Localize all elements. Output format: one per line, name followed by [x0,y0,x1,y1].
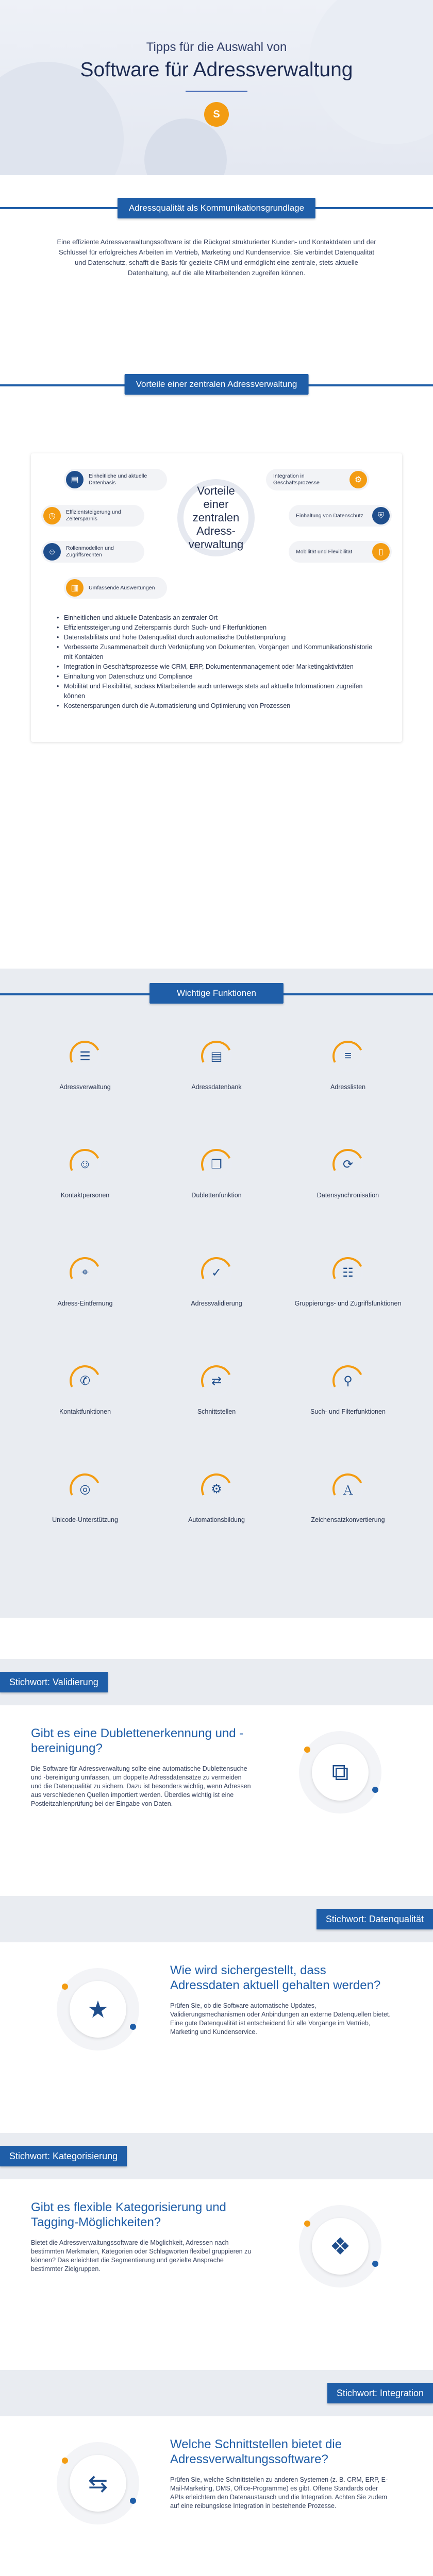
feature-item [31,1252,139,1327]
brand-logo-letter: S [213,108,220,120]
feature-item [294,1468,402,1543]
feature-item [162,1144,271,1218]
advantages-list [57,613,376,711]
globe-icon: ◎ [70,1473,101,1504]
keyword-tag: Stichwort: Validierung [0,1672,108,1692]
advantage-pill: Mobilität und Flexibilität ▯ [289,541,392,563]
advantage-pill: Einhaltung von Datenschutz ⛨ [289,505,392,527]
feature-item [31,1468,139,1543]
feature-label: Automationsbildung [188,1516,245,1523]
keyword-text: Die Software für Adressverwaltung sollte eine automatische Dublettensuche und -bereinigung umfassen, um doppelte Adressdatensätze zu vermeiden und die Datenqualität zu sichern. Dazu ist besonders wichtig, wenn Adressen aus verschiedenen Quellen importiert werden. Überdies wichtig ist eine Postleitzahlenprüfung bei der Eingabe von Daten. [31,1765,251,1807]
feature-item [162,1360,271,1435]
list-item: • Effizientssteigerung und Zeitersparnis durch Such- und Filterfunktionen [57,623,376,633]
feature-label: Adresslisten [330,1083,366,1091]
advantage-pill: Integration in Geschäftsprozesse ⚙ [266,469,369,490]
intro-text: Eine effiziente Adressverwaltungssoftware ist die Rückgrat strukturierter Kunden- und Kontaktdaten und der Schlüssel für erfolgreiches Arbeiten im Vertrieb, Marketing und Kundenservice. Sie verbindet Datenqualität und Datenschutz, schafft die Basis für gezielte CRM und ermöglicht eine zentrale, stets aktuelle Datenhaltung, auf die alle Mitarbeitenden zugreifen können. [57,238,376,277]
advantage-pill: ▤ Einheitliche und aktuelle Datenbasis [64,469,167,490]
keyword-tag: Stichwort: Kategorisierung [0,2146,127,2166]
list-icon: ≡ [332,1041,363,1072]
keyword-tag: Stichwort: Datenqualität [317,1909,433,1929]
text-icon: Ａ [332,1473,363,1504]
group-icon: ☷ [332,1257,363,1288]
list-item: • Einheitlichen und aktuelle Datenbasis an zentraler Ort [57,613,376,623]
feature-item [31,1144,139,1218]
hero-subtitle: Tipps für die Auswahl von [146,40,287,54]
advantages-center: Vorteile einer zentralen Adress-verwaltung [177,479,255,556]
database-icon: ▤ [201,1041,232,1072]
location-icon: ⌖ [70,1257,101,1288]
gear-icon: ⚙ [349,471,367,488]
advantage-pill: ▥ Umfassende Auswertungen [64,577,167,599]
automation-icon: ⚙ [201,1473,232,1504]
chart-icon: ▥ [66,579,84,597]
quality-icon: ★ [57,1968,139,2050]
feature-item [294,1144,402,1218]
feature-label: Adressdatenbank [191,1083,242,1091]
list-item: • Verbesserte Zusammenarbeit durch Verknüpfung von Dokumenten, Vorgängen und Kommunikationshistorie mit Kontakten [57,642,376,662]
link-icon: ⇄ [201,1365,232,1396]
feature-label: Adressvalidierung [191,1300,242,1307]
tag-icon: ❖ [299,2205,381,2287]
contact-icon: ☺ [70,1149,101,1180]
feature-item [162,1036,271,1110]
keyword-question: Gibt es flexible Kategorisierung und Tagging-Möglichkeiten? [31,2200,226,2229]
feature-label: Gruppierungs- und Zugriffsfunktionen [294,1300,402,1307]
mobile-icon: ▯ [372,543,390,561]
advantage-pill: ☺ Rollenmodellen und Zugriffsrechten [41,541,144,563]
search-icon: ⚲ [332,1365,363,1396]
clock-icon: ◷ [43,507,61,524]
keyword-question: Welche Schnittstellen bietet die Adressverwaltungssoftware? [170,2437,342,2466]
shield-icon: ⛨ [372,507,390,524]
feature-item [31,1360,139,1435]
section-banner: Vorteile einer zentralen Adressverwaltung [125,374,309,395]
feature-label: Kontaktpersonen [60,1192,110,1199]
feature-label: Unicode-Unterstützung [52,1516,118,1523]
sync-icon: ⟳ [332,1149,363,1180]
database-icon: ▤ [66,471,84,488]
keyword-question: Gibt es eine Dublettenerkennung und -bereinigung? [31,1726,244,1755]
keyword-text: Bietet die Adressverwaltungssoftware die Möglichkeit, Adressen nach bestimmten Merkmalen, Kategorien oder Schlagworten flexibel gruppieren zu können? Das erleichtert die Segmentierung und gezielte Ansprache bestimmter Zielgruppen. [31,2239,252,2273]
feature-item [162,1252,271,1327]
keyword-text: Prüfen Sie, ob die Software automatische Updates, Validierungsmechanismen oder Anbindungen an externe Datenquellen bietet. Eine gute Datenqualität ist entscheidend für alle Vorgänge im Vertrieb, Marketing und Kundenservice. [170,2002,391,2036]
duplicate-icon: ❐ [201,1149,232,1180]
feature-label: Adressverwaltung [59,1083,111,1091]
list-item: • Datenstabilitäts und hohe Datenqualität durch automatische Dublettenprüfung [57,633,376,642]
hero [0,0,433,175]
keyword-text: Prüfen Sie, welche Schnittstellen zu anderen Systemen (z. B. CRM, ERP, E-Mail-Marketing, DMS, Office-Programme) es gibt. Offene Standards oder APIs erleichtern den Datenaustausch und die Integration. Achten Sie zudem auf eine reibungslose Integration in bestehende Prozesse. [170,2476,388,2510]
feature-label: Zeichensatzkonvertierung [311,1516,385,1523]
validation-icon: ⧉ [299,1731,381,1814]
feature-item [31,1036,139,1110]
check-icon: ✓ [201,1257,232,1288]
list-item: • Kostenersparungen durch die Automatisierung und Optimierung von Prozessen [57,701,376,711]
feature-item [162,1468,271,1543]
user-icon: ☺ [43,543,61,561]
feature-label: Adress-Eintfernung [57,1300,113,1307]
list-item: • Mobilität und Flexibilität, sodass Mitarbeitende auch unterwegs stets auf aktuelle Informationen zugreifen können [57,682,376,701]
feature-label: Such- und Filterfunktionen [310,1408,386,1415]
advantage-pill: ◷ Effizientsteigerung und Zeitersparnis [41,505,144,527]
feature-item [294,1252,402,1327]
feature-label: Datensynchronisation [317,1192,379,1199]
brand-logo-icon [204,102,229,127]
hero-decoration [144,118,227,175]
section-banner: Wichtige Funktionen [149,983,284,1004]
feature-label: Schnittstellen [197,1408,236,1415]
hero-title: Software für Adressverwaltung [80,59,353,81]
phone-icon: ✆ [70,1365,101,1396]
address-book-icon: ☰ [70,1041,101,1072]
feature-label: Kontaktfunktionen [59,1408,111,1415]
integration-icon: ⇆ [57,2442,139,2524]
list-item: • Einhaltung von Datenschutz und Compliance [57,672,376,682]
feature-label: Dublettenfunktion [191,1192,242,1199]
keyword-question: Wie wird sichergestellt, dass Adressdaten aktuell gehalten werden? [170,1963,381,1992]
feature-item [294,1036,402,1110]
hero-divider [186,91,247,92]
section-banner: Adressqualität als Kommunikationsgrundlage [118,198,315,218]
feature-item [294,1360,402,1435]
keyword-tag: Stichwort: Integration [327,2383,433,2403]
advantages-card [31,453,402,742]
list-item: • Integration in Geschäftsprozesse wie CRM, ERP, Dokumentenmanagement oder Marketingaktivitäten [57,662,376,672]
